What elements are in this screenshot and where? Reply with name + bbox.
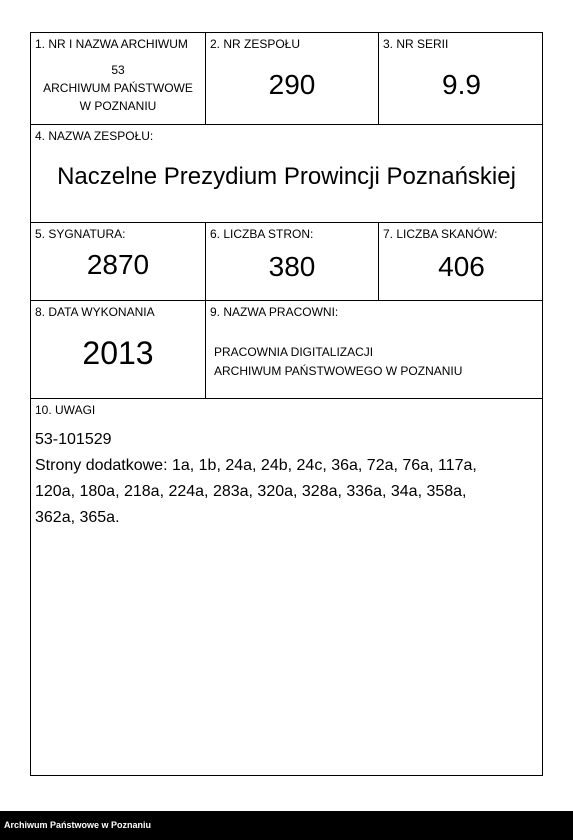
cell-archive	[31, 33, 205, 124]
zespol-nazwa-label: 4. NAZWA ZESPOŁU:	[35, 129, 154, 143]
skany-value: 406	[438, 251, 485, 282]
uwagi-line4: 362a, 365a.	[35, 509, 120, 526]
archive-name	[31, 61, 205, 115]
pracownia-line1: PRACOWNIA DIGITALIZACJI	[214, 345, 374, 359]
uwagi-text	[35, 427, 538, 531]
cell-skany	[378, 223, 544, 300]
archive-name-line1: ARCHIWUM PAŃSTWOWE	[43, 81, 193, 95]
cell-zespol-nr	[205, 33, 378, 124]
footer-text: Archiwum Państwowe w Poznaniu	[4, 820, 152, 830]
pracownia-name	[214, 343, 462, 381]
cell-data	[31, 301, 205, 398]
row-uwagi	[31, 399, 542, 777]
data-value: 2013	[82, 335, 154, 371]
uwagi-line3: 120a, 180a, 218a, 224a, 283a, 320a, 328a, 336a, 34a, 358a,	[35, 483, 467, 500]
seria-label: 3. NR SERII	[383, 37, 449, 51]
cell-pracownia	[205, 301, 544, 398]
metadata-card	[30, 32, 543, 776]
data-label: 8. DATA WYKONANIA	[35, 305, 155, 319]
skany-label: 7. LICZBA SKANÓW:	[383, 227, 498, 241]
row-date-workshop	[31, 301, 542, 399]
row-counts	[31, 223, 542, 301]
zespol-nr-label: 2. NR ZESPOŁU	[210, 37, 301, 51]
zespol-nazwa-value: Naczelne Prezydium Prowincji Poznańskiej	[57, 163, 516, 190]
cell-seria	[378, 33, 544, 124]
row-zespol-nazwa	[31, 125, 542, 223]
pracownia-line2: ARCHIWUM PAŃSTWOWEGO W POZNANIU	[214, 364, 463, 378]
pracownia-label: 9. NAZWA PRACOWNI:	[210, 305, 339, 319]
archive-label: 1. NR I NAZWA ARCHIWUM	[35, 37, 188, 51]
sygnatura-label: 5. SYGNATURA:	[35, 227, 126, 241]
archive-number: 53	[111, 63, 125, 77]
seria-value: 9.9	[442, 69, 481, 100]
sygnatura-value: 2870	[86, 249, 150, 280]
footer-bar	[0, 811, 573, 840]
strony-value: 380	[268, 251, 316, 282]
archive-name-line2: W POZNANIU	[79, 99, 157, 113]
uwagi-label: 10. UWAGI	[35, 403, 96, 417]
zespol-nr-value: 290	[268, 69, 316, 100]
cell-sygnatura	[31, 223, 205, 300]
uwagi-line2: Strony dodatkowe: 1a, 1b, 24a, 24b, 24c, 36a, 72a, 76a, 117a,	[35, 457, 477, 474]
cell-strony	[205, 223, 378, 300]
strony-label: 6. LICZBA STRON:	[210, 227, 314, 241]
uwagi-line1: 53-101529	[35, 431, 112, 448]
row-identifiers	[31, 33, 542, 125]
